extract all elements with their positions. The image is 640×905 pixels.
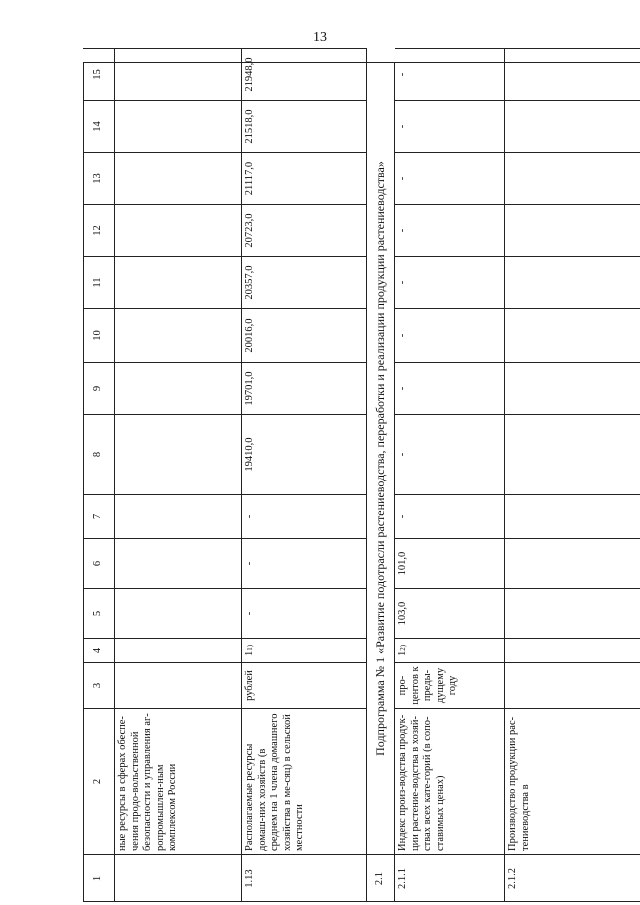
header-cell-9: 9 <box>83 362 115 414</box>
row-value-col13 <box>505 152 640 204</box>
row-description: Индекс произ-водства продук-ции растение-водства в хозяй-ствах всех кате-горий (в сопо-ставимых ценах) <box>395 708 505 854</box>
row-unit: рублей <box>242 662 367 708</box>
row-unit <box>115 662 242 708</box>
row-value-col14: - <box>395 100 505 152</box>
row-value-col15 <box>505 48 640 100</box>
row-description: ные ресурсы в сферах обеспе-чения продо-вольственной безопасности и управления аг-ропромышлен-ным комплексом России <box>115 708 242 854</box>
row-value-col5 <box>505 588 640 638</box>
subprogram-banner: Подпрограмма № 1 «Развитие подотрасли растениеводства, переработки и реализации продукции растениеводства» <box>367 62 395 854</box>
row-value-col7 <box>115 494 242 538</box>
row-value-col9: 19701,0 <box>242 362 367 414</box>
row-value-col11: - <box>395 256 505 308</box>
row-value-col14: 21518,0 <box>242 100 367 152</box>
row-description: Производство продукции рас-тениеводства в <box>505 708 640 854</box>
row-unit <box>505 662 640 708</box>
header-cell-13: 13 <box>83 152 115 204</box>
row-value-col8 <box>505 414 640 494</box>
row-num: 2.1 <box>367 854 395 902</box>
row-col4 <box>115 638 242 662</box>
row-value-col8: - <box>395 414 505 494</box>
row-num: 2.1.2 <box>505 854 640 902</box>
row-value-col10 <box>115 308 242 362</box>
row-value-col12: - <box>395 204 505 256</box>
row-value-col10: 20016,0 <box>242 308 367 362</box>
row-value-col10: - <box>395 308 505 362</box>
row-value-col5: - <box>242 588 367 638</box>
header-cell-11: 11 <box>83 256 115 308</box>
col4-value: 1 <box>244 650 255 657</box>
row-value-col6: - <box>242 538 367 588</box>
header-cell-12: 12 <box>83 204 115 256</box>
row-col4 <box>395 638 505 662</box>
row-value-col9 <box>115 362 242 414</box>
row-value-col13 <box>115 152 242 204</box>
row-value-col10 <box>505 308 640 362</box>
row-value-col15 <box>115 48 242 100</box>
row-col4 <box>505 638 640 662</box>
header-cell-6: 6 <box>83 538 115 588</box>
row-value-col8 <box>115 414 242 494</box>
row-value-col15: 21948,0 <box>242 48 367 100</box>
header-cell-7: 7 <box>83 494 115 538</box>
row-value-col7 <box>505 494 640 538</box>
header-cell-4: 4 <box>83 638 115 662</box>
col4-footnote: 2) <box>399 644 407 651</box>
row-value-col11 <box>115 256 242 308</box>
row-value-col6: 101,0 <box>395 538 505 588</box>
header-cell-5: 5 <box>83 588 115 638</box>
row-value-col11 <box>505 256 640 308</box>
row-value-col6 <box>505 538 640 588</box>
header-cell-10: 10 <box>83 308 115 362</box>
row-value-col7: - <box>395 494 505 538</box>
row-num: 2.1.1 <box>395 854 505 902</box>
row-value-col9 <box>505 362 640 414</box>
header-cell-2: 2 <box>83 708 115 854</box>
row-value-col12 <box>505 204 640 256</box>
header-cell-8: 8 <box>83 414 115 494</box>
col4-footnote: 1) <box>246 644 254 651</box>
header-cell-15: 15 <box>83 48 115 100</box>
header-cell-1: 1 <box>83 854 115 902</box>
table-rotated <box>83 57 640 902</box>
row-num <box>115 854 242 902</box>
row-description: Располагаемые ресурсы домаш-них хозяйств (в среднем на 1 члена домашнего хозяйства в ме-сяц) в сельской местности <box>242 708 367 854</box>
row-value-col12 <box>115 204 242 256</box>
row-value-col6 <box>115 538 242 588</box>
row-col4 <box>242 638 367 662</box>
row-value-col8: 19410,0 <box>242 414 367 494</box>
row-value-col12: 20723,0 <box>242 204 367 256</box>
col4-value: 1 <box>397 650 408 657</box>
row-num: 1.13 <box>242 854 367 902</box>
row-value-col13: - <box>395 152 505 204</box>
row-value-col14 <box>505 100 640 152</box>
row-value-col5 <box>115 588 242 638</box>
row-value-col9: - <box>395 362 505 414</box>
row-value-col14 <box>115 100 242 152</box>
header-cell-14: 14 <box>83 100 115 152</box>
row-unit: про-центов к преды-дущему году <box>395 662 505 708</box>
row-value-col5: 103,0 <box>395 588 505 638</box>
header-cell-3: 3 <box>83 662 115 708</box>
row-value-col13: 21117,0 <box>242 152 367 204</box>
row-value-col15: - <box>395 48 505 100</box>
row-value-col11: 20357,0 <box>242 256 367 308</box>
row-value-col7: - <box>242 494 367 538</box>
page-number: 13 <box>313 30 327 45</box>
